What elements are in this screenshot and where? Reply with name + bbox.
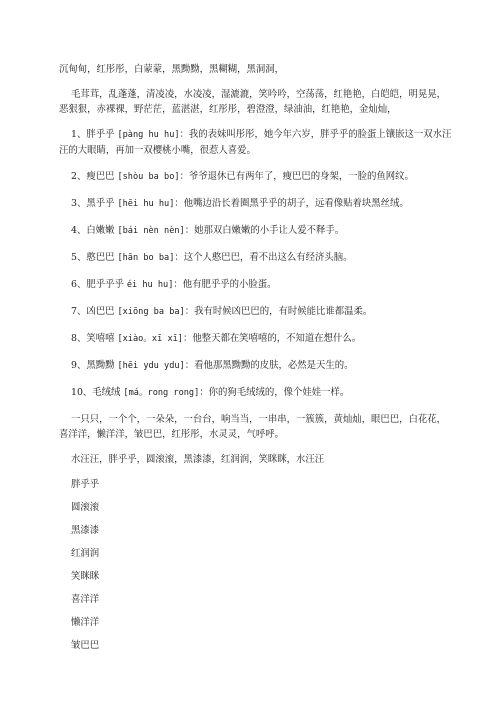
word-list-item: 圆滚滚 — [71, 502, 100, 513]
list-item — [59, 223, 452, 239]
word-list — [59, 477, 452, 653]
item-sentence: ：他整天都在笑嘻嘻的，不知道在想什么。 — [182, 333, 362, 344]
list-item — [59, 250, 452, 266]
item-pinyin: [shòu ba bo] — [117, 172, 180, 182]
item-prefix: 3、黑乎乎 — [71, 198, 118, 209]
item-pinyin: [bái nèn nèn] — [117, 226, 185, 236]
item-sentence: ：爷爷退休已有两年了，瘦巴巴的身架，一脸的鱼网纹。 — [179, 171, 414, 182]
word-list-item: 笑眯眯 — [71, 571, 100, 582]
item-sentence: ：她那双白嫩嫩的小手让人爱不释手。 — [184, 225, 345, 236]
word-paragraph: 毛茸茸，乱蓬蓬，清凌凌，水凌凌，湿漉漉，笑吟吟，空荡荡，红艳艳，白皑皑，明晃晃，恶狠狠，赤裸裸，野茫茫，蓝湛湛，红彤彤，碧澄澄，绿油油，红艳艳，金灿灿， — [59, 89, 447, 115]
item-pinyin: [pàng hu hu] — [117, 130, 180, 140]
word-list-item: 红润润 — [71, 548, 100, 559]
item-sentence: ：他有肥乎乎的小脸蛋。 — [173, 279, 277, 290]
intro-line: 沉甸甸，红彤彤，白蒙蒙，黑黝黝，黑糊糊，黑洞洞， — [59, 64, 285, 75]
item-prefix: 4、白嫩嫩 — [71, 225, 118, 236]
item-sentence: ：我的表妹叫彤彤，她今年六岁，胖乎乎的脸蛋上镶嵌这一双水汪汪的大眼睛，再加一双樱桃小嘴，很惹人喜爱。 — [59, 129, 452, 156]
item-prefix: 6、肥乎乎乎 — [71, 279, 127, 290]
word-list-item: 黑漆漆 — [71, 525, 100, 536]
word-list-item: 喜洋洋 — [71, 594, 100, 605]
list-item — [59, 304, 452, 320]
item-pinyin: [xiōng ba ba] — [117, 307, 185, 317]
item-pinyin: [xiào。xī xī] — [117, 334, 183, 344]
item-sentence: ：我有时候凶巴巴的，有时候能比谁都温柔。 — [184, 306, 373, 317]
measure-paragraph: 一只只，一个个，一朵朵，一台台，响当当，一串串，一簇簇，黄灿灿，眼巴巴，白花花，喜洋洋，懒洋洋，皱巴巴，红彤彤，水灵灵，气呼呼。 — [59, 414, 447, 440]
item-sentence: ：这个人憨巴巴，看不出这么有经济头脑。 — [174, 252, 353, 263]
example-list — [59, 127, 452, 401]
item-prefix: 7、凶巴巴 — [71, 306, 118, 317]
item-prefix: 2、瘦巴巴 — [71, 171, 118, 182]
item-sentence: ：他嘴边沿长着圈黑乎乎的胡子，远看像贴着块黑丝绒。 — [174, 198, 409, 209]
item-prefix: 10、毛绒绒 — [71, 387, 124, 398]
item-prefix: 9、黑黝黝 — [71, 360, 118, 371]
list-item — [59, 169, 452, 185]
item-prefix: 1、胖乎乎 — [71, 129, 118, 140]
item-pinyin: éi hu hu] — [126, 280, 174, 290]
list-item — [59, 385, 452, 401]
item-prefix: 5、憨巴巴 — [71, 252, 118, 263]
word-list-item: 胖乎乎 — [71, 479, 100, 490]
list-item — [59, 127, 452, 158]
list-item — [59, 358, 452, 374]
item-pinyin: [má。rong rong] — [123, 388, 200, 398]
item-pinyin: [hēi ydu ydu] — [117, 361, 185, 371]
list-item — [59, 277, 452, 293]
list-item — [59, 196, 452, 212]
item-sentence: ：你的狗毛绒绒的，像个娃娃一样。 — [199, 387, 350, 398]
item-pinyin: [hān bo ba] — [117, 253, 175, 263]
word-list-item: 懒洋洋 — [71, 617, 100, 628]
list-item — [59, 331, 452, 347]
word-list-item: 皱巴巴 — [71, 640, 100, 651]
item-sentence: ：看他那黑黝黝的皮肤，必然是天生的。 — [184, 360, 354, 371]
summary-line: 水汪汪，胖乎乎，圆滚滚，黑漆漆，红润润，笑眯眯，水汪汪 — [71, 454, 325, 465]
item-pinyin: [hēi hu hu] — [117, 199, 175, 209]
item-prefix: 8、笑嘻嘻 — [71, 333, 118, 344]
